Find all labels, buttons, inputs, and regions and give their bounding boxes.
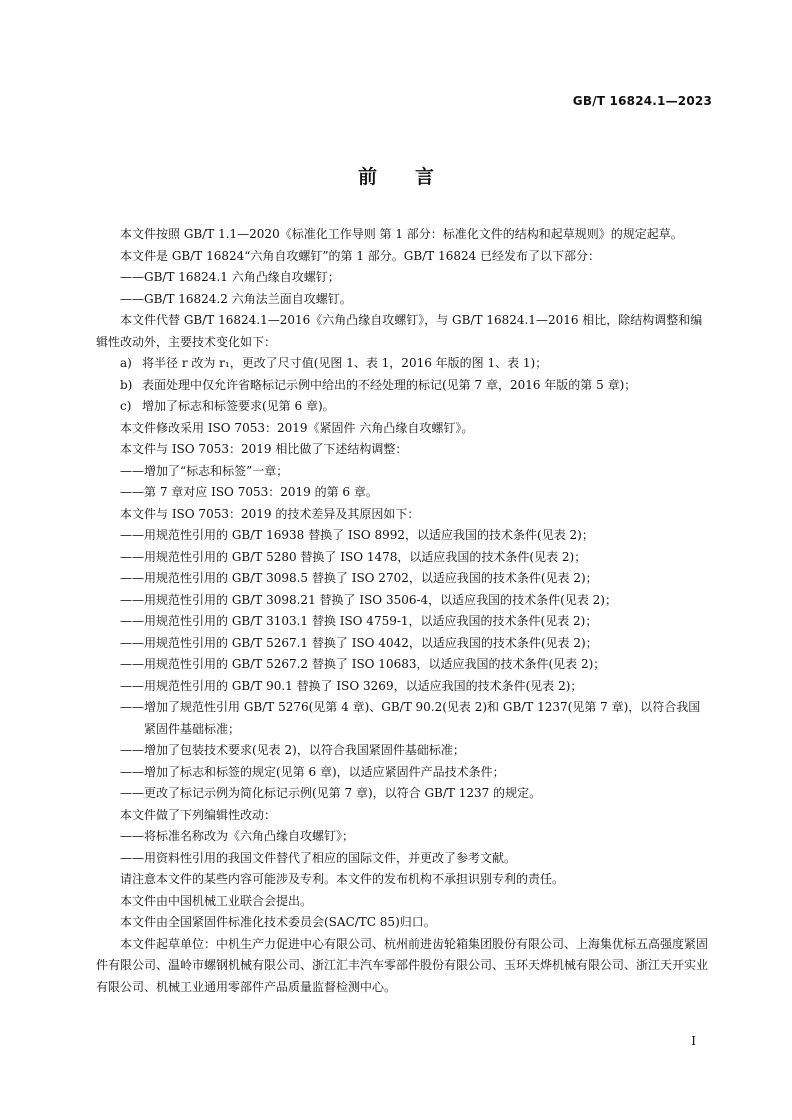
paragraph: 本文件起草单位：中机生产力促进中心有限公司、杭州前进齿轮箱集团股份有限公司、上海集优标五高强度紧固件有限公司、温岭市螺钢机械有限公司、浙江汇丰汽车零部件股份有限公司、玉环天烨机械有限公司、浙江天开实业有限公司、机械工业通用零部件产品质量监督检测中心。 <box>96 936 709 994</box>
list-item: ——用规范性引用的 GB/T 16938 替换了 ISO 8992，以适应我国的技术条件(见表 2)； <box>120 528 594 542</box>
list-item: ——增加了“标志和标签”一章； <box>120 463 289 478</box>
list-item: ——用规范性引用的 GB/T 5267.1 替换了 ISO 4042，以适应我国的技术条件(见表 2)； <box>120 635 598 650</box>
lettered-list-item <box>96 375 712 397</box>
paragraph: 本文件由中国机械工业联合会提出。 <box>120 893 313 908</box>
paragraph: 请注意本文件的某些内容可能涉及专利。本文件的发布机构不承担识别专利的责任。 <box>120 872 565 886</box>
list-item: ——增加了规范性引用 GB/T 5276(见第 4 章)、GB/T 90.2(见表 2)和 GB/T 1237(见第 7 章)，以符合我国紧固件基础标准； <box>120 700 701 736</box>
list-label: b) <box>120 377 133 392</box>
paragraph: 本文件与 ISO 7053：2019 的技术差异及其原因如下： <box>120 506 420 521</box>
paragraph: 本文件修改采用 ISO 7053：2019《紧固件 六角凸缘自攻螺钉》。 <box>120 420 474 435</box>
list-item: ——增加了标志和标签的规定(见第 6 章)，以适应紧固件产品技术条件； <box>120 764 505 779</box>
lettered-list-item <box>96 396 712 418</box>
paragraph: 本文件代替 GB/T 16824.1—2016《六角凸缘自攻螺钉》，与 GB/T 16824.1—2016 相比，除结构调整和编辑性改动外，主要技术变化如下： <box>96 313 703 349</box>
list-item: ——将标准名称改为《六角凸缘自攻螺钉》； <box>120 829 355 843</box>
document-body <box>96 224 712 998</box>
list-item: ——用规范性引用的 GB/T 5267.2 替换了 ISO 10683，以适应我国的技术条件(见表 2)； <box>120 657 606 671</box>
list-item: ——第 7 章对应 ISO 7053：2019 的第 6 章。 <box>120 485 378 499</box>
list-label: a) <box>120 356 132 370</box>
list-item: ——用规范性引用的 GB/T 3098.21 替换了 ISO 3506-4，以适应我国的技术条件(见表 2)； <box>120 592 617 607</box>
page-number: I <box>691 1034 696 1048</box>
list-item: ——GB/T 16824.1 六角凸缘自攻螺钉； <box>120 270 340 284</box>
list-item: ——用规范性引用的 GB/T 3103.1 替换 ISO 4759-1，以适应我国的技术条件(见表 2)； <box>120 614 598 628</box>
standard-code: GB/T 16824.1—2023 <box>572 94 712 108</box>
paragraph: 本文件按照 GB/T 1.1—2020《标准化工作导则 第 1 部分：标准化文件的结构和起草规则》的规定起草。 <box>120 227 683 241</box>
paragraph: 本文件做了下列编辑性改动： <box>120 807 277 822</box>
list-item: ——用资料性引用的我国文件替代了相应的国际文件，并更改了参考文献。 <box>120 850 517 865</box>
list-text: 增加了标志和标签要求(见第 6 章)。 <box>142 399 335 413</box>
lettered-list-item <box>96 353 712 375</box>
list-item: ——更改了标记示例为简化标记示例(见第 7 章)，以符合 GB/T 1237 的规定。 <box>120 786 542 800</box>
list-text: 表面处理中仅允许省略标记示例中给出的不经处理的标记(见第 7 章，2016 年版的第 5 章)； <box>142 377 637 392</box>
list-item: ——用规范性引用的 GB/T 3098.5 替换了 ISO 2702，以适应我国的技术条件(见表 2)； <box>120 571 598 585</box>
paragraph: 本文件与 ISO 7053：2019 相比做了下述结构调整： <box>120 442 408 456</box>
page-title: 前言 <box>357 166 472 188</box>
list-item: ——用规范性引用的 GB/T 5280 替换了 ISO 1478，以适应我国的技术条件(见表 2)； <box>120 549 587 564</box>
paragraph: 本文件是 GB/T 16824“六角自攻螺钉”的第 1 部分。GB/T 16824 已经发布了以下部分： <box>120 248 601 263</box>
list-item: ——用规范性引用的 GB/T 90.1 替换了 ISO 3269，以适应我国的技术条件(见表 2)； <box>120 678 583 693</box>
list-label: c) <box>120 399 132 413</box>
list-text: 将半径 r 改为 r₁，更改了尺寸值(见图 1、表 1，2016 年版的图 1、表 1)； <box>142 356 548 370</box>
paragraph: 本文件由全国紧固件标准化技术委员会(SAC/TC 85)归口。 <box>120 915 436 929</box>
list-item: ——GB/T 16824.2 六角法兰面自攻螺钉。 <box>120 291 352 306</box>
list-item: ——增加了包装技术要求(见表 2)，以符合我国紧固件基础标准； <box>120 743 465 757</box>
